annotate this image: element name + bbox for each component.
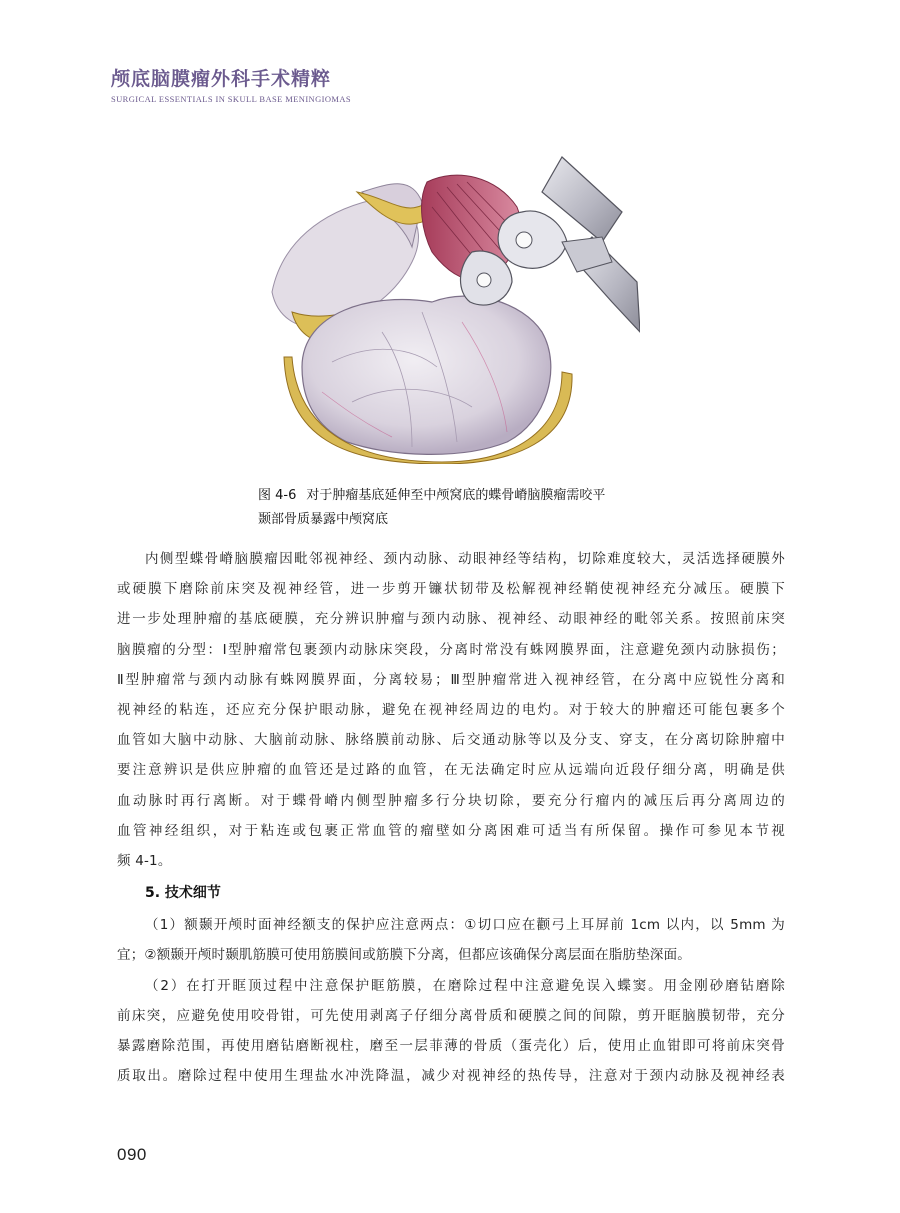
caption-line-2: 颞部骨质暴露中颅窝底 (258, 512, 389, 527)
text-line: 或硬膜下磨除前床突及视神经管，进一步剪开镰状韧带及松解视神经鞘使视神经充分减压。硬膜下 (117, 581, 785, 598)
text-line: 频 4-1。 (117, 853, 172, 870)
text-line: 宜；②额颞开颅时颞肌筋膜可使用筋膜间或筋膜下分离，但都应该确保分离层面在脂肪垫深面。 (117, 947, 692, 964)
text-line: 脑膜瘤的分型：Ⅰ型肿瘤常包裹颈内动脉床突段，分离时常没有蛛网膜界面，注意避免颈内动脉损伤； (117, 641, 785, 658)
figure-caption (258, 484, 678, 532)
text-line: 血管神经组织，对于粘连或包裹正常血管的瘤壁如分离困难可适当有所保留。操作可参见本节视 (117, 822, 785, 839)
figure-number: 图 4-6 (258, 488, 297, 503)
text-line: 暴露磨除范围，再使用磨钻磨断视柱，磨至一层菲薄的骨质（蛋壳化）后，使用止血钳即可将前床突骨 (117, 1038, 785, 1055)
book-title: 颅底脑膜瘤外科手术精粹 (111, 68, 332, 90)
body-text (117, 544, 785, 1091)
caption-line-1: 对于肿瘤基底延伸至中颅窝底的蝶骨嵴脑膜瘤需咬平 (306, 488, 606, 503)
text-line: Ⅱ型肿瘤常与颈内动脉有蛛网膜界面，分离较易；Ⅲ型肿瘤常进入视神经管，在分离中应锐性分离和 (117, 671, 785, 688)
paragraph-2 (117, 910, 785, 970)
text-line: （1）额颞开颅时面神经额支的保护应注意两点：①切口应在颧弓上耳屏前 1cm 以内，以 5mm 为 (145, 917, 785, 934)
text-line: 质取出。磨除过程中使用生理盐水冲洗降温，减少对视神经的热传导，注意对于颈内动脉及视神经表 (117, 1068, 785, 1085)
paragraph-3 (117, 971, 785, 1092)
text-line: 前床突，应避免使用咬骨钳，可先使用剥离子仔细分离骨质和硬膜之间的间隙，剪开眶脑膜韧带，充分 (117, 1007, 785, 1024)
paragraph-1 (117, 544, 785, 876)
surgical-illustration (262, 152, 640, 464)
book-subtitle: SURGICAL ESSENTIALS IN SKULL BASE MENINGIOMAS (111, 94, 352, 104)
text-line: 血动脉时再行离断。对于蝶骨嵴内侧型肿瘤多行分块切除，要充分行瘤内的减压后再分离周边的 (117, 792, 785, 809)
text-line: （2）在打开眶顶过程中注意保护眶筋膜，在磨除过程中注意避免误入蝶窦。用金刚砂磨钻磨除 (145, 977, 785, 994)
text-line: 血管如大脑中动脉、大脑前动脉、脉络膜前动脉、后交通动脉等以及分支、穿支，在分离切除肿瘤中 (117, 732, 785, 749)
page-number: 090 (117, 1145, 147, 1164)
text-line: 要注意辨识是供应肿瘤的血管还是过路的血管，在无法确定时应从远端向近段仔细分离，明确是供 (117, 762, 785, 779)
running-header (111, 64, 351, 104)
text-line: 内侧型蝶骨嵴脑膜瘤因毗邻视神经、颈内动脉、动眼神经等结构，切除难度较大，灵活选择硬膜外 (145, 551, 785, 567)
section-heading: 5. 技术细节 (145, 885, 221, 902)
text-line: 视神经的粘连，还应充分保护眼动脉，避免在视神经周边的电灼。对于较大的肿瘤还可能包裹多个 (117, 702, 785, 719)
text-line: 进一步处理肿瘤的基底硬膜，充分辨识肿瘤与颈内动脉、视神经、动眼神经的毗邻关系。按照前床突 (117, 611, 785, 628)
